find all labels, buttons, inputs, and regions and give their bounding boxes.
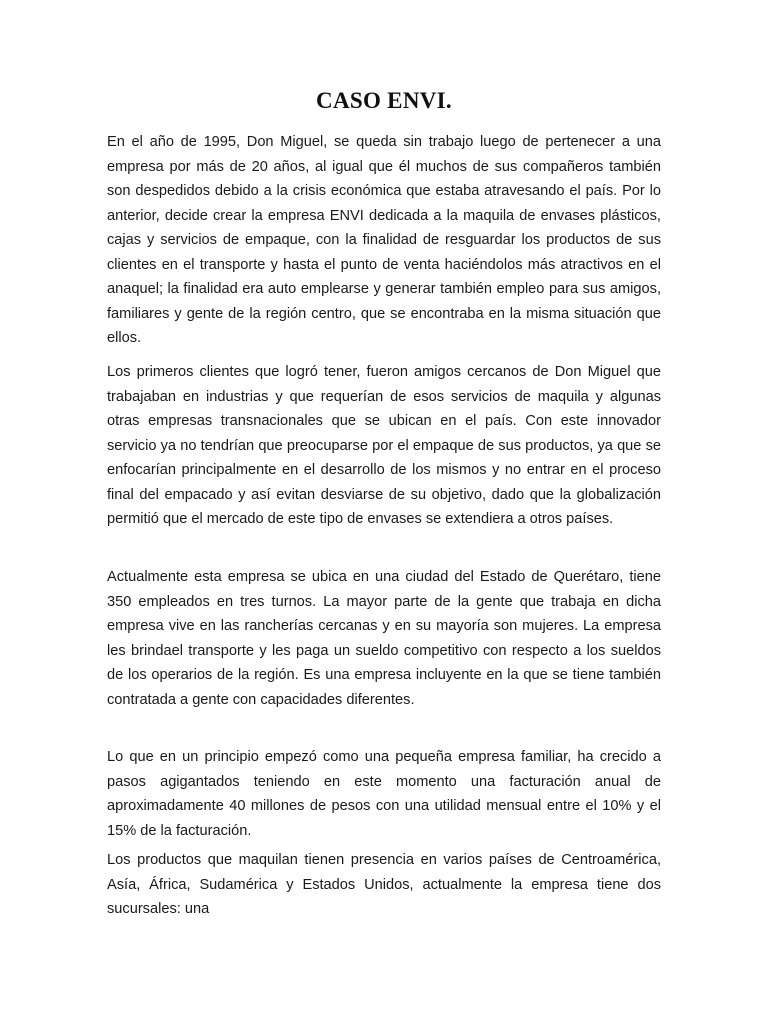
paragraph-1: En el año de 1995, Don Miguel, se queda sin trabajo luego de pertenecer a una empresa por más de 20 años, al igual que él muchos de sus compañeros también son despedidos debido a la crisis económica que estaba atravesando el país. Por lo anterior, decide crear la empresa ENVI dedicada a la maquila de envases plásticos, cajas y servicios de empaque, con la finalidad de resguardar los productos de sus clientes en el transporte y hasta el punto de venta haciéndolos más atractivos en el anaquel; la finalidad era auto emplearse y generar también empleo para sus amigos, familiares y gente de la región centro, que se encontraba en la misma situación que ellos. <box>107 134 661 346</box>
paragraph-2: Los primeros clientes que logró tener, fueron amigos cercanos de Don Miguel que trabajaban en industrias y que requerían de esos servicios de maquila y algunas otras empresas transnacionales que se ubican en el país. Con este innovador servicio ya no tendrían que preocuparse por el empaque de sus productos, ya que se enfocarían principalmente en el desarrollo de los mismos y no entrar en el proceso final del empacado y así evitan desviarse de su objetivo, dado que la globalización permitió que el mercado de este tipo de envases se extendiera a otros países. <box>107 364 661 527</box>
paragraph-5: Los productos que maquilan tienen presencia en varios países de Centroamérica, Asía, África, Sudamérica y Estados Unidos, actualmente la empresa tiene dos sucursales: una <box>107 852 661 917</box>
paragraph-4: Lo que en un principio empezó como una pequeña empresa familiar, ha crecido a pasos agigantados teniendo en este momento una facturación anual de aproximadamente 40 millones de pesos con una utilidad mensual entre el 10% y el 15% de la facturación. <box>107 749 661 839</box>
paragraph-3: Actualmente esta empresa se ubica en una ciudad del Estado de Querétaro, tiene 350 empleados en tres turnos. La mayor parte de la gente que trabaja en dicha empresa vive en las rancherías cercanas y en su mayoría son mujeres. La empresa les brindael transporte y les paga un sueldo competitivo con respecto a los sueldos de los operarios de la región. Es una empresa incluyente en la que se tiene también contratada a gente con capacidades diferentes. <box>107 569 661 708</box>
document-title: CASO ENVI. <box>316 88 452 113</box>
